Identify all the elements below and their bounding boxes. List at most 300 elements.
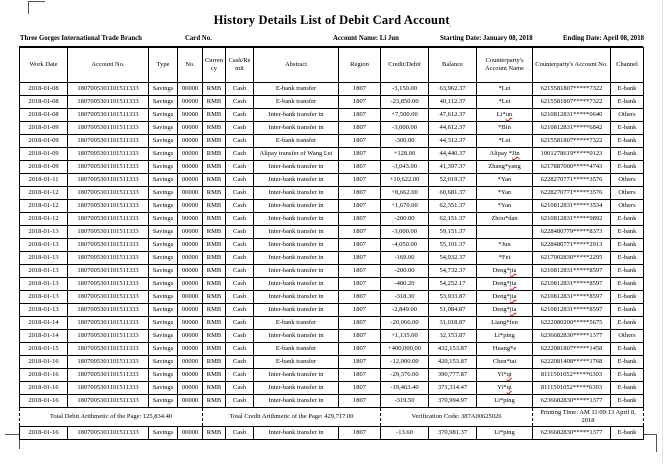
crop-mark-bottom-right xyxy=(643,434,657,452)
verification-code: Verification Code: 387A00625026 xyxy=(381,408,533,427)
cell-abstract: Inter-bank transfer in xyxy=(254,122,339,135)
cell-account-no: 1807005301101511333 xyxy=(68,135,149,148)
table-row xyxy=(20,200,644,213)
cp-name-text: Deng* xyxy=(492,293,510,300)
cell-region: 1807 xyxy=(339,187,381,200)
cell-channel: Others xyxy=(611,330,644,343)
cell-balance: 41,397.37 xyxy=(429,161,477,174)
cell-region: 1807 xyxy=(339,265,381,278)
cp-name-text: *Bin xyxy=(498,124,511,131)
cell-type: Savings xyxy=(149,200,178,213)
cell-work-date: 2018-01-13 xyxy=(20,304,68,317)
header-row xyxy=(20,48,644,83)
cp-name-spellcheck-text: jia xyxy=(509,293,517,300)
cell-cp-account-name xyxy=(477,148,533,161)
cell-account-no: 1807005301101511333 xyxy=(68,330,149,343)
cell-cp-account-no: 6215581807*****7322 xyxy=(533,83,611,96)
table-row xyxy=(20,395,644,408)
cell-account-no: 1807005301101511333 xyxy=(68,291,149,304)
cell-account-no: 1807005301101511333 xyxy=(68,96,149,109)
page-title-text: History Details List of Debit Card Account xyxy=(213,13,450,27)
cell-channel: E-bank xyxy=(611,278,644,291)
cell-credit-debit: -200.00 xyxy=(381,265,429,278)
cell-cp-account-name xyxy=(477,278,533,291)
cell-region: 1807 xyxy=(339,427,381,440)
cell-channel: E-bank xyxy=(611,148,644,161)
cell-work-date: 2018-01-16 xyxy=(20,369,68,382)
header-abstract: Abstract xyxy=(254,48,339,83)
cell-type: Savings xyxy=(149,356,178,369)
header-cp-account-name: Counterparty's Account Name xyxy=(477,48,533,83)
cell-region: 1807 xyxy=(339,278,381,291)
cell-work-date: 2018-01-13 xyxy=(20,278,68,291)
cell-account-no: 1807005301101511333 xyxy=(68,226,149,239)
statement-info-line xyxy=(19,34,643,47)
cell-channel: E-bank xyxy=(611,427,644,440)
cp-name-spellcheck-text: jia xyxy=(509,306,517,313)
cell-region: 1807 xyxy=(339,239,381,252)
cell-cash-remit: Cash xyxy=(226,278,254,291)
cell-cp-account-name xyxy=(477,239,533,252)
cell-currency: RMB xyxy=(203,427,226,440)
cell-cp-account-name xyxy=(477,343,533,356)
cell-account-no: 1807005301101511333 xyxy=(68,252,149,265)
cell-account-no: 1807005301101511333 xyxy=(68,239,149,252)
cell-no: 00000 xyxy=(178,161,203,174)
cell-currency: RMB xyxy=(203,187,226,200)
cp-name-text: *Yan xyxy=(497,176,512,183)
cell-account-no: 1807005301101511333 xyxy=(68,317,149,330)
cell-credit-debit: -3,150.00 xyxy=(381,83,429,96)
cell-type: Savings xyxy=(149,213,178,226)
table-row xyxy=(20,83,644,96)
cell-cp-account-no: 6236682830*****1377 xyxy=(533,395,611,408)
cell-type: Savings xyxy=(149,265,178,278)
cell-abstract: Inter-bank transfer in xyxy=(254,239,339,252)
cell-currency: RMB xyxy=(203,83,226,96)
table-row xyxy=(20,382,644,395)
cell-cp-account-name xyxy=(477,382,533,395)
cell-account-no: 1807005301101511333 xyxy=(68,161,149,174)
cell-channel: E-bank xyxy=(611,291,644,304)
cell-type: Savings xyxy=(149,174,178,187)
cell-cash-remit: Cash xyxy=(226,265,254,278)
cell-cash-remit: Cash xyxy=(226,161,254,174)
cell-cp-account-no: 6210812831*****0640 xyxy=(533,109,611,122)
cell-no: 00000 xyxy=(178,226,203,239)
cell-cp-account-name xyxy=(477,291,533,304)
cp-name-text: Li*ping xyxy=(494,429,515,436)
cp-name-text: *Yan xyxy=(497,202,512,209)
cell-cash-remit: Cash xyxy=(226,226,254,239)
cell-credit-debit: +1,670.00 xyxy=(381,200,429,213)
cell-cp-account-no: 6210812831*****8597 xyxy=(533,291,611,304)
cell-region: 1807 xyxy=(339,291,381,304)
cell-abstract: Inter-bank transfer in xyxy=(254,161,339,174)
cell-work-date: 2018-01-09 xyxy=(20,135,68,148)
cell-cash-remit: Cash xyxy=(226,252,254,265)
cell-credit-debit: +400,000,00 xyxy=(381,343,429,356)
cell-channel: E-bank xyxy=(611,265,644,278)
cell-cp-account-no: 6228270771*****3576 xyxy=(533,174,611,187)
cell-no: 00000 xyxy=(178,148,203,161)
total-debit: Total Debit Arithmetic of the Page: 125,834.40 xyxy=(20,408,203,427)
cp-name-text: *Jun xyxy=(498,241,511,248)
table-row xyxy=(20,187,644,200)
cell-currency: RMB xyxy=(203,304,226,317)
cell-cp-account-name xyxy=(477,96,533,109)
cell-currency: RMB xyxy=(203,174,226,187)
cell-balance: 51,084.87 xyxy=(429,304,477,317)
cell-cash-remit: Cash xyxy=(226,109,254,122)
table-row xyxy=(20,369,644,382)
printing-time: Printing Time: AM 11:09:13 April 8, 2018 xyxy=(533,408,644,427)
cell-type: Savings xyxy=(149,427,178,440)
cell-channel: E-bank xyxy=(611,356,644,369)
cell-cash-remit: Cash xyxy=(226,356,254,369)
cell-cp-account-name xyxy=(477,174,533,187)
cell-no: 00000 xyxy=(178,382,203,395)
cell-account-no: 1807005301101511333 xyxy=(68,304,149,317)
cp-name-text: Zhou*dan xyxy=(491,215,518,222)
cell-work-date: 2018-01-11 xyxy=(20,174,68,187)
cp-name-spellcheck-text: qi xyxy=(506,384,512,391)
cell-region: 1807 xyxy=(339,109,381,122)
cell-cp-account-name xyxy=(477,213,533,226)
cp-name-spellcheck-text: jia xyxy=(509,280,517,287)
cell-channel: E-bank xyxy=(611,239,644,252)
cell-account-no: 1807005301101511333 xyxy=(68,265,149,278)
cell-credit-debit: +10,622.00 xyxy=(381,174,429,187)
page-totals-row xyxy=(20,408,644,427)
cell-no: 00000 xyxy=(178,265,203,278)
header-cp-account-no: Counterparty's Account No. xyxy=(533,48,611,83)
cell-region: 1807 xyxy=(339,395,381,408)
cell-channel: Others xyxy=(611,174,644,187)
cell-channel: E-bank xyxy=(611,343,644,356)
cell-balance: 371,314.47 xyxy=(429,382,477,395)
cell-cp-account-name xyxy=(477,304,533,317)
cell-currency: RMB xyxy=(203,395,226,408)
cell-credit-debit: -169.00 xyxy=(381,252,429,265)
cell-cp-account-name xyxy=(477,200,533,213)
cp-name-text: Huang*e xyxy=(492,345,517,352)
cell-balance: 54,732.37 xyxy=(429,265,477,278)
cell-cash-remit: Cash xyxy=(226,174,254,187)
branch-name: Three Gorges International Trade Branch xyxy=(20,35,142,42)
header-channel: Channel xyxy=(611,48,644,83)
cell-cp-account-no: 6210812831*****8597 xyxy=(533,278,611,291)
cp-name-spellcheck-text: qi xyxy=(506,371,512,378)
cell-work-date: 2018-01-13 xyxy=(20,226,68,239)
cell-cp-account-no: 6228480771*****2913 xyxy=(533,239,611,252)
cell-cp-account-no: 6215581807*****7322 xyxy=(533,135,611,148)
cell-credit-debit: -19,463.40 xyxy=(381,382,429,395)
cell-work-date: 2018-01-09 xyxy=(20,148,68,161)
cell-channel: E-bank xyxy=(611,369,644,382)
header-account-no: Account No. xyxy=(68,48,149,83)
cell-account-no: 1807005301101511333 xyxy=(68,395,149,408)
cell-type: Savings xyxy=(149,291,178,304)
cell-currency: RMB xyxy=(203,96,226,109)
cell-balance: 370,981.37 xyxy=(429,427,477,440)
header-work-date: Work Date xyxy=(20,48,68,83)
cell-channel: Others xyxy=(611,109,644,122)
cell-cp-account-no: 6217002830*****2295 xyxy=(533,252,611,265)
cell-type: Savings xyxy=(149,252,178,265)
cell-account-no: 1807005301101511333 xyxy=(68,187,149,200)
cell-currency: RMB xyxy=(203,226,226,239)
cell-work-date: 2018-01-13 xyxy=(20,291,68,304)
cell-no: 00000 xyxy=(178,304,203,317)
cell-balance: 59,151.37 xyxy=(429,226,477,239)
cell-region: 1807 xyxy=(339,382,381,395)
cell-abstract: Alipay transfer of Wang Lei xyxy=(254,148,339,161)
cell-no: 00000 xyxy=(178,369,203,382)
account-name: Account Name: Li Jun xyxy=(333,35,399,42)
cell-region: 1807 xyxy=(339,122,381,135)
cell-cp-account-no: 6210812831*****9892 xyxy=(533,213,611,226)
header-no: No. xyxy=(178,48,203,83)
cp-name-spellcheck-text: Jin xyxy=(511,150,520,157)
cell-cp-account-no: 6222081408*****1768 xyxy=(533,356,611,369)
cp-name-text: *Lei xyxy=(498,98,511,105)
cell-balance: 390,777.87 xyxy=(429,369,477,382)
cell-cp-account-no: 6228480779*****8373 xyxy=(533,226,611,239)
starting-date: Starting Date: January 08, 2018 xyxy=(440,35,533,42)
cell-cp-account-no: 8111501052*****6303 xyxy=(533,369,611,382)
cell-cp-account-name xyxy=(477,265,533,278)
cell-balance: 44,612.37 xyxy=(429,122,477,135)
cell-channel: E-bank xyxy=(611,96,644,109)
cell-no: 00000 xyxy=(178,278,203,291)
cell-currency: RMB xyxy=(203,109,226,122)
cell-abstract: E-bank transfer xyxy=(254,317,339,330)
cell-credit-debit: -318.30 xyxy=(381,291,429,304)
cell-cp-account-no: 6236682830*****1377 xyxy=(533,330,611,343)
cell-channel: E-bank xyxy=(611,135,644,148)
header-type: Type xyxy=(149,48,178,83)
cell-abstract: Inter-bank transfer in xyxy=(254,252,339,265)
cell-cp-account-no: 6210812831*****3534 xyxy=(533,200,611,213)
cell-channel: Others xyxy=(611,187,644,200)
paragraph-mark: , xyxy=(449,22,452,28)
cell-type: Savings xyxy=(149,369,178,382)
cell-currency: RMB xyxy=(203,343,226,356)
cell-cash-remit: Cash xyxy=(226,122,254,135)
cell-cash-remit: Cash xyxy=(226,369,254,382)
cell-currency: RMB xyxy=(203,369,226,382)
cell-cp-account-no: 6222080200*****5675 xyxy=(533,317,611,330)
cell-work-date: 2018-01-16 xyxy=(20,427,68,440)
cell-cp-account-name xyxy=(477,369,533,382)
cell-channel: Others xyxy=(611,200,644,213)
cell-account-no: 1807005301101511333 xyxy=(68,200,149,213)
cell-channel: E-bank xyxy=(611,317,644,330)
cell-account-no: 1807005301101511333 xyxy=(68,213,149,226)
cell-cp-account-name xyxy=(477,395,533,408)
cell-no: 00000 xyxy=(178,213,203,226)
cell-region: 1807 xyxy=(339,252,381,265)
table-row xyxy=(20,109,644,122)
cell-currency: RMB xyxy=(203,239,226,252)
cell-region: 1807 xyxy=(339,369,381,382)
cell-balance: 55,101.37 xyxy=(429,239,477,252)
cell-cp-account-name xyxy=(477,252,533,265)
cell-cash-remit: Cash xyxy=(226,83,254,96)
cell-work-date: 2018-01-16 xyxy=(20,382,68,395)
cell-no: 00000 xyxy=(178,395,203,408)
cell-credit-debit: -200.00 xyxy=(381,213,429,226)
cell-type: Savings xyxy=(149,96,178,109)
table-row xyxy=(20,317,644,330)
cell-cp-account-name xyxy=(477,161,533,174)
cp-name-text: Liang*fen xyxy=(491,319,518,326)
cell-cash-remit: Cash xyxy=(226,382,254,395)
cell-no: 00000 xyxy=(178,96,203,109)
cell-region: 1807 xyxy=(339,135,381,148)
cell-region: 1807 xyxy=(339,96,381,109)
cp-name-text: Deng* xyxy=(492,267,510,274)
header-region: Region xyxy=(339,48,381,83)
cell-cash-remit: Cash xyxy=(226,291,254,304)
cell-credit-debit: -13.60 xyxy=(381,427,429,440)
cell-abstract: Inter-bank transfer in xyxy=(254,265,339,278)
cell-no: 00000 xyxy=(178,252,203,265)
cell-work-date: 2018-01-14 xyxy=(20,317,68,330)
cell-region: 1807 xyxy=(339,356,381,369)
cell-balance: 44,440.37 xyxy=(429,148,477,161)
cell-no: 00000 xyxy=(178,83,203,96)
cell-no: 00000 xyxy=(178,239,203,252)
cell-region: 1807 xyxy=(339,317,381,330)
cell-abstract: Inter-bank transfer in xyxy=(254,174,339,187)
cell-no: 00000 xyxy=(178,356,203,369)
cell-account-no: 1807005301101511333 xyxy=(68,369,149,382)
cell-account-no: 1807005301101511333 xyxy=(68,356,149,369)
cell-balance: 62,351.37 xyxy=(429,200,477,213)
cell-credit-debit: -3,043.00 xyxy=(381,161,429,174)
cp-name-spellcheck-text: jia xyxy=(509,267,517,274)
header-cash-remit: Cash/Remit xyxy=(226,48,254,83)
cell-work-date: 2018-01-09 xyxy=(20,161,68,174)
cell-region: 1807 xyxy=(339,200,381,213)
cell-credit-debit: +1,135.00 xyxy=(381,330,429,343)
cell-no: 00000 xyxy=(178,109,203,122)
cell-balance: 420,153.87 xyxy=(429,356,477,369)
cell-work-date: 2018-01-13 xyxy=(20,265,68,278)
cell-type: Savings xyxy=(149,395,178,408)
cell-channel: E-bank xyxy=(611,304,644,317)
table-row xyxy=(20,148,644,161)
cell-cp-account-no: 6236682830*****1377 xyxy=(533,427,611,440)
cell-type: Savings xyxy=(149,161,178,174)
cell-cp-account-name xyxy=(477,187,533,200)
cell-credit-debit: +128.00 xyxy=(381,148,429,161)
cell-cp-account-no: 6228270771*****3576 xyxy=(533,187,611,200)
cell-work-date: 2018-01-09 xyxy=(20,122,68,135)
cell-cash-remit: Cash xyxy=(226,304,254,317)
cell-region: 1807 xyxy=(339,83,381,96)
page-edge-line xyxy=(662,0,663,464)
cell-credit-debit: -3,000.00 xyxy=(381,122,429,135)
cell-balance: 32,153.87 xyxy=(429,330,477,343)
cell-cash-remit: Cash xyxy=(226,330,254,343)
cell-balance: 52,019.37 xyxy=(429,174,477,187)
cell-type: Savings xyxy=(149,148,178,161)
cell-abstract: Inter-bank transfer in xyxy=(254,304,339,317)
cp-name-text: *Fei xyxy=(498,254,511,261)
cp-name-text: Yi* xyxy=(497,384,507,391)
cell-cash-remit: Cash xyxy=(226,148,254,161)
cell-abstract: Inter-bank transfer in xyxy=(254,330,339,343)
cell-cp-account-name xyxy=(477,356,533,369)
cell-work-date: 2018-01-13 xyxy=(20,239,68,252)
table-row xyxy=(20,239,644,252)
table-row xyxy=(20,174,644,187)
cp-name-text: Deng* xyxy=(492,306,510,313)
cell-cp-account-name xyxy=(477,317,533,330)
cell-credit-debit: -2,849.00 xyxy=(381,304,429,317)
cell-cp-account-no: 1001278619*****0123 xyxy=(533,148,611,161)
cell-type: Savings xyxy=(149,239,178,252)
cell-abstract: E-bank transfer xyxy=(254,96,339,109)
cell-no: 00000 xyxy=(178,187,203,200)
cell-work-date: 2018-01-12 xyxy=(20,213,68,226)
cell-no: 00000 xyxy=(178,343,203,356)
total-credit: Total Credit Arithmetic of the Page: 429,717.00 xyxy=(203,408,381,427)
cell-cp-account-name xyxy=(477,330,533,343)
cell-balance: 31,018.87 xyxy=(429,317,477,330)
cell-abstract: E-bank transfer xyxy=(254,83,339,96)
cell-account-no: 1807005301101511333 xyxy=(68,109,149,122)
cell-abstract: Inter-bank transfer in xyxy=(254,200,339,213)
cell-currency: RMB xyxy=(203,122,226,135)
cell-cash-remit: Cash xyxy=(226,427,254,440)
cell-credit-debit: -29,376.00 xyxy=(381,369,429,382)
cell-work-date: 2018-01-12 xyxy=(20,200,68,213)
cell-account-no: 1807005301101511333 xyxy=(68,382,149,395)
cell-credit-debit: -4,050.00 xyxy=(381,239,429,252)
table-row xyxy=(20,252,644,265)
header-balance: Balance xyxy=(429,48,477,83)
cell-balance: 432,153.87 xyxy=(429,343,477,356)
page-title xyxy=(0,13,665,28)
cell-channel: E-bank xyxy=(611,83,644,96)
cell-channel: E-bank xyxy=(611,161,644,174)
cell-cash-remit: Cash xyxy=(226,317,254,330)
cell-account-no: 1807005301101511333 xyxy=(68,278,149,291)
cell-cp-account-name xyxy=(477,226,533,239)
table-row xyxy=(20,427,644,440)
ending-date: Ending Date: April 08, 2018 xyxy=(563,35,645,42)
cell-cp-account-no: 6222081807*****1458 xyxy=(533,343,611,356)
cell-cash-remit: Cash xyxy=(226,187,254,200)
cell-work-date: 2018-01-14 xyxy=(20,330,68,343)
cell-abstract: Inter-bank transfer in xyxy=(254,213,339,226)
cell-no: 00000 xyxy=(178,135,203,148)
cell-abstract: E-bank transfer xyxy=(254,343,339,356)
cell-abstract: E-bank transfer xyxy=(254,356,339,369)
cp-name-text: *Yan xyxy=(497,189,512,196)
cell-currency: RMB xyxy=(203,135,226,148)
cell-work-date: 2018-01-08 xyxy=(20,109,68,122)
cell-balance: 54,932.37 xyxy=(429,252,477,265)
cell-work-date: 2018-01-08 xyxy=(20,83,68,96)
cell-region: 1807 xyxy=(339,148,381,161)
table-row xyxy=(20,226,644,239)
cell-type: Savings xyxy=(149,83,178,96)
